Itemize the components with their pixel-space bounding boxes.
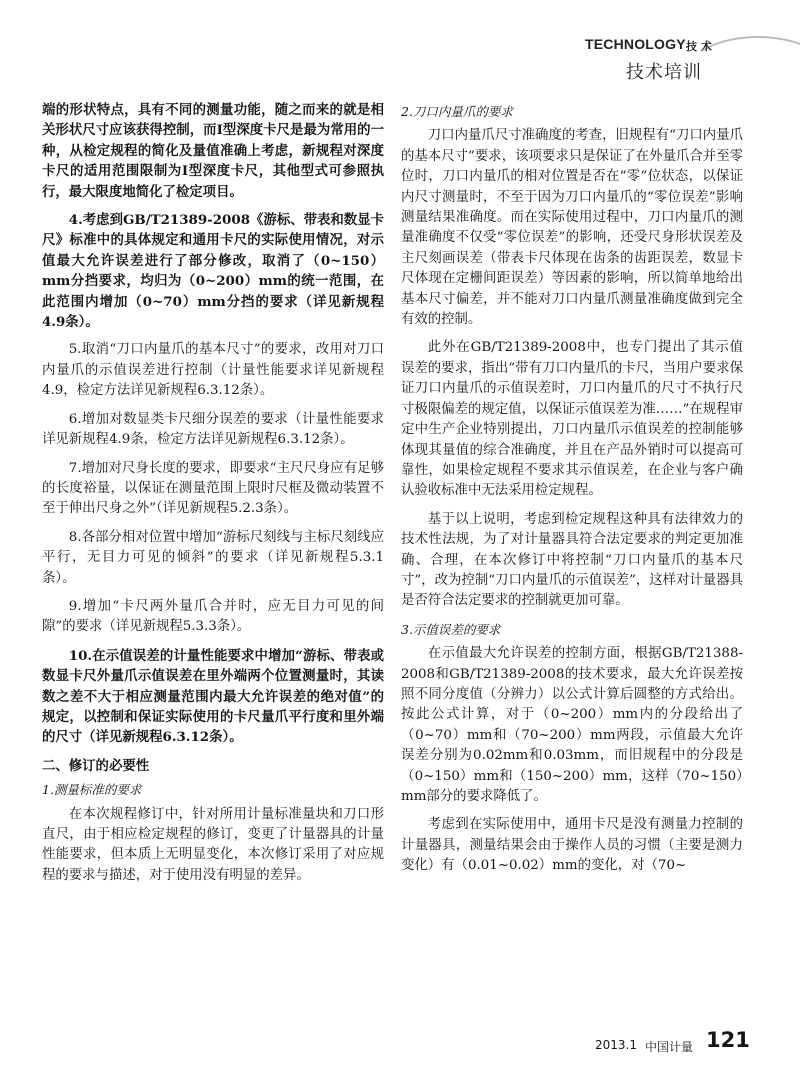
subsection-heading: 1.测量标准的要求 — [42, 782, 142, 798]
paragraph: 端的形状特点，具有不同的测量功能，随之而来的就是相关形状尺寸应该获得控制，而Ⅰ型深度卡尺是最为常用的一种，从检定规程的简化及量值准确上考虑，新规程对深度卡尺的适用范围限制为Ⅰ型深度卡尺，其他型式可参照执行，最大限度地简化了检定项目。 — [42, 102, 384, 200]
section-header — [560, 28, 790, 88]
paragraph: 7.增加对尺身长度的要求，即要求“主尺尺身应有足够的长度裕量，以保证在测量范围上限时尺框及微动装置不至于伸出尺身之外”（详见新规程5.2.3条）。 — [42, 460, 384, 517]
paragraph: 考虑到在实际使用中，通用卡尺是没有测量力控制的计量器具，测量结果会由于操作人员的习惯（主要是测力变化）有（0.01~0.02）mm的变化，对（70~ — [401, 817, 743, 874]
paragraph: 10.在示值误差的计量性能要求中增加“游标、带表或数显卡尺外量爪示值误差在里外端两个位置测量时，其读数之差不大于相应测量范围内最大允许误差的绝对值”的规定，以控制和保证实际使用的卡尺量爪平行度和里外端的尺寸（详见新规程6.3.12条）。 — [42, 647, 384, 746]
paragraph: 刀口内量爪尺寸准确度的考查，旧规程有“刀口内量爪的基本尺寸”要求，该项要求只是保证了在外量爪合并至零位时，刀口内量爪的相对位置是否在“零”位状态，以保证内尺寸测量时，不至于因为刀口内量爪的“零位误差”影响测量结果准确度。而在实际使用过程中，刀口内量爪的测量准确度不仅受“零位误差”的影响，还受尺身形状误差及主尺刻画误差（带表卡尺体现在齿条的齿距误差，数显卡尺体现在定栅间距误差）等因素的影响，所以简单地给出基本尺寸偏差，并不能对刀口内量爪测量准确度做到完全有效的控制。 — [401, 128, 743, 328]
magazine-name: 中国计量 — [645, 1040, 694, 1054]
paragraph: 8.各部分相对位置中增加“游标尺刻线与主标尺刻线应平行，无目力可见的倾斜”的要求（详见新规程5.3.1条）。 — [42, 529, 384, 586]
page-footer — [595, 1028, 765, 1060]
header-chinese-title: 技术培训 — [626, 62, 702, 83]
subsection-heading: 2.刀口内量爪的要求 — [401, 104, 513, 119]
subsection-heading: 3.示值误差的要求 — [401, 621, 501, 637]
issue-date: 2013.1 — [595, 1038, 637, 1052]
header-english: TECHNOLOGY — [585, 36, 686, 52]
paragraph: 在本次规程修订中，针对所用计量标准量块和刀口形直尺，由于相应检定规程的修订，变更了计量器具的计量性能要求，但本质上无明显变化，本次修订采用了对应规程的要求与描述，对于使用没有明显的差异。 — [42, 806, 384, 883]
left-column — [42, 100, 384, 894]
header-chinese-small: 技 术 — [686, 40, 712, 53]
paragraph: 4.考虑到GB/T21389-2008《游标、带表和数显卡尺》标准中的具体规定和通用卡尺的实际使用情况，对示值最大允许误差进行了部分修改，取消了（0~150）mm分挡要求，均归为（0~200）mm的统一范围，在此范围内增加（0~70）mm分挡的要求（详见新规程4.9条）。 — [42, 212, 384, 331]
paragraph: 9.增加“卡尺两外量爪合并时，应无目力可见的间隙”的要求（详见新规程5.3.3条）。 — [42, 598, 384, 635]
paragraph: 基于以上说明，考虑到检定规程这种具有法律效力的技术性法规，为了对计量器具符合法定要求的判定更加准确、合理，在本次修订中将控制“刀口内量爪的基本尺寸”，改为控制“刀口内量爪的示值误差”，这样对计量器具是否符合法定要求的控制就更加可靠。 — [401, 511, 743, 609]
section-heading: 二、修订的必要性 — [42, 757, 150, 774]
paragraph: 6.增加对数显类卡尺细分误差的要求（计量性能要求详见新规程4.9条，检定方法详见新规程6.3.12条）。 — [42, 411, 384, 448]
page-number: 121 — [706, 1028, 750, 1052]
right-column — [401, 100, 743, 885]
paragraph: 在示值最大允许误差的控制方面，根据GB/T21388-2008和GB/T21389-2008的技术要求，最大允许误差按照不同分度值（分辨力）以公式计算后圆整的方式给出。按此公式计算，对于（0~200）mm内的分段给出了（0~70）mm和（70~200）mm两段，示值最大允许误差分别为0.02mm和0.03mm，而旧规程中的分段是（0~150）mm和（150~200）mm，这样（70~150）mm部分的要求降低了。 — [401, 646, 743, 804]
paragraph: 5.取消“刀口内量爪的基本尺寸”的要求，改用对刀口内量爪的示值误差进行控制（计量性能要求详见新规程4.9，检定方法详见新规程6.3.12条）。 — [42, 342, 384, 399]
paragraph: 此外在GB/T21389-2008中，也专门提出了其示值误差的要求，指出“带有刀口内量爪的卡尺，当用户要求保证刀口内量爪的示值误差时，刀口内量爪的尺寸不执行尺寸极限偏差的规定值，以保证示值误差为准……”在规程审定中生产企业特别提出，刀口内量爪示值误差的控制能够体现其量值的综合准确度，并且在产品外销时可以提高可靠性，如果检定规程不要求其示值误差，在企业与客户确认验收标准中无法采用检定规程。 — [401, 340, 743, 499]
